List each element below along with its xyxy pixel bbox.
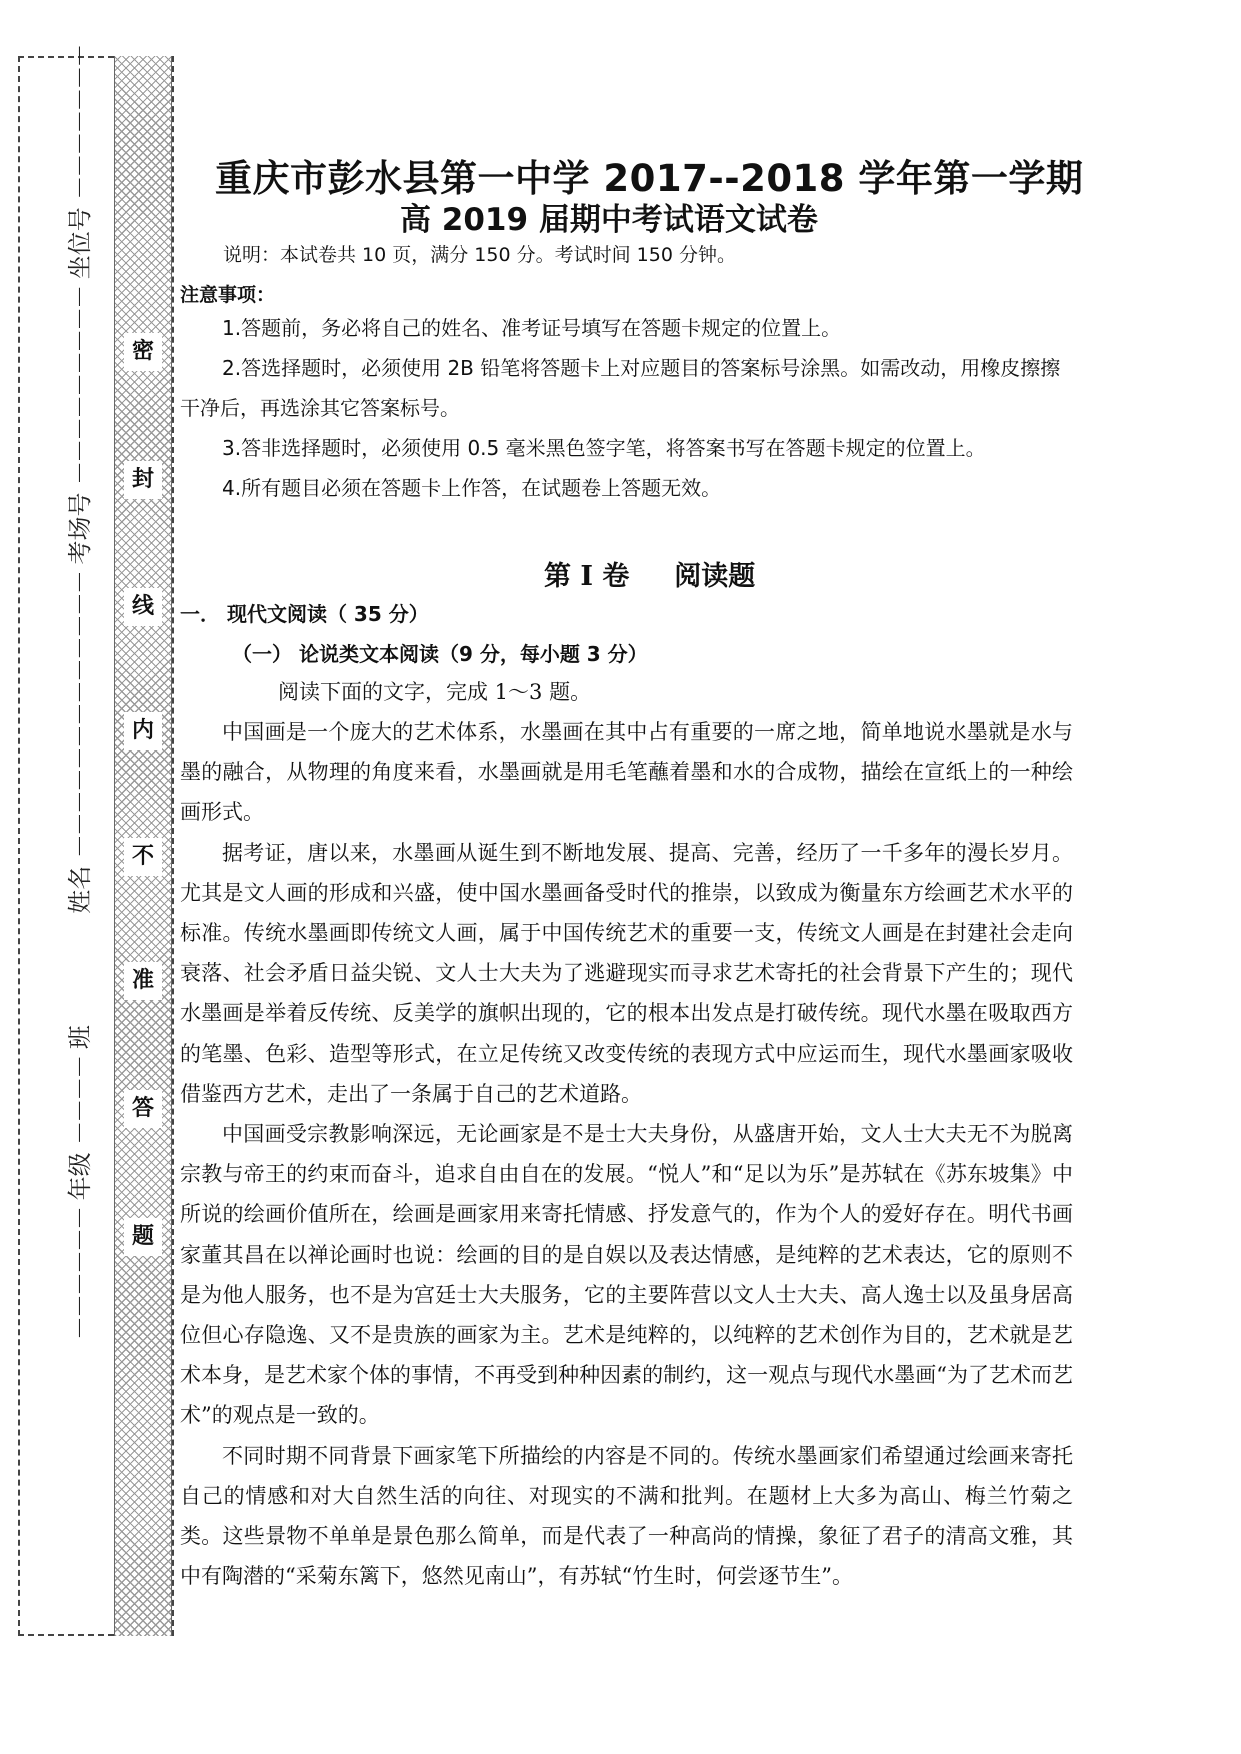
seal-char-ti: 题	[124, 1218, 162, 1256]
article-paragraph: 不同时期不同背景下画家笔下所描绘的内容是不同的。传统水墨画家们希望通过绘画来寄托自己的情感和对大自然生活的向往、对现实的不满和批判。在题材上大多为高山、梅兰竹菊之类。这些景物不单单是景色那么简单，而是代表了一种高尚的情操，象征了君子的清高文雅，其中有陶潜的“采菊东篱下，悠然见南山”，有苏轼“竹生时，何尝逐节生”。	[180, 1443, 1073, 1589]
section-title	[544, 554, 755, 593]
exam-room-label: 考场号	[66, 492, 94, 565]
exam-description: 说明：本试卷共 10 页，满分 150 分。考试时间 150 分钟。	[223, 244, 736, 266]
reading-article	[180, 712, 1073, 1596]
notice-list	[180, 308, 1080, 508]
article-paragraph: 中国画受宗教影响深远，无论画家是不是士大夫身份，从盛唐开始，文人士大夫无不为脱离宗教与帝王的约束而奋斗，追求自由自在的发展。“悦人”和“足以为乐”是苏轼在《苏东坡集》中所说的绘画价值所在，绘画是画家用来寄托情感、抒发意气的，作为个人的爱好存在。明代书画家董其昌在以禅论画时也说：绘画的目的是自娱以及表达情感，是纯粹的艺术表达，它的原则不是为他人服务，也不是为宫廷士大夫服务，它的主要阵营以文人士大夫、高人逸士以及虽身居高位但心存隐逸、又不是贵族的画家为主。艺术是纯粹的，以纯粹的艺术创作为目的，艺术就是艺术本身，是艺术家个体的事情，不再受到种种因素的制约，这一观点与现代水墨画“为了艺术而艺术”的观点是一致的。	[180, 1122, 1073, 1428]
exam-subtitle: 高 2019 届期中考试语文试卷	[400, 202, 818, 238]
seal-char-mi: 密	[124, 333, 162, 371]
volume-label: 第 I 卷	[544, 561, 630, 592]
notice-item: 4.所有题目必须在答题卡上作答，在试题卷上答题无效。	[222, 476, 722, 500]
class-label: 班	[66, 1025, 94, 1050]
seal-char-zhun: 准	[124, 962, 162, 1000]
notice-item: 2.答选择题时，必须使用 2B 铅笔将答题卡上对应题目的答案标号涂黑。如需改动，用橡皮擦擦干净后，再选涂其它答案标号。	[180, 356, 1061, 420]
seal-char-da: 答	[124, 1090, 162, 1128]
article-paragraph: 据考证，唐以来，水墨画从诞生到不断地发展、提高、完善，经历了一千多年的漫长岁月。尤其是文人画的形成和兴盛，使中国水墨画备受时代的推崇，以致成为衡量东方绘画艺术水平的标准。传统水墨画即传统文人画，属于中国传统艺术的重要一支，传统文人画是在封建社会走向衰落、社会矛盾日益尖锐、文人士大夫为了逃避现实而寻求艺术寄托的社会背景下产生的；现代水墨画是举着反传统、反美学的旗帜出现的，它的根本出发点是打破传统。现代水墨在吸取西方的笔墨、色彩、造型等形式，在立足传统又改变传统的表现方式中应运而生，现代水墨画家吸收借鉴西方艺术，走出了一条属于自己的艺术道路。	[180, 840, 1073, 1106]
grade-label: 年级	[66, 1152, 94, 1201]
seal-char-feng: 封	[124, 461, 162, 499]
seal-char-nei: 内	[124, 712, 162, 750]
seal-char-xian: 线	[124, 588, 162, 626]
reading-instruction: 阅读下面的文字，完成 1～3 题。	[278, 680, 592, 704]
notice-heading: 注意事项：	[180, 284, 276, 306]
notice-item: 1.答题前，务必将自己的姓名、准考证号填写在答题卡规定的位置上。	[222, 316, 842, 340]
sub-heading: （一） 论说类文本阅读（9 分，每小题 3 分）	[232, 642, 648, 666]
name-label: 姓名	[66, 865, 94, 914]
article-paragraph: 中国画是一个庞大的艺术体系，水墨画在其中占有重要的一席之地，简单地说水墨就是水与墨的融合，从物理的角度来看，水墨画就是用毛笔蘸着墨和水的合成物，描绘在宣纸上的一种绘画形式。	[180, 720, 1073, 825]
seat-label: 坐位号	[66, 207, 94, 280]
part-heading: 一． 现代文阅读（ 35 分）	[180, 602, 429, 626]
notice-item: 3.答非选择题时，必须使用 0.5 毫米黑色签字笔，将答案书写在答题卡规定的位置上。	[222, 436, 986, 460]
seal-char-bu: 不	[124, 838, 162, 876]
exam-title: 重庆市彭水县第一中学 2017--2018 学年第一学期	[215, 157, 1084, 200]
section-name: 阅读题	[674, 561, 756, 592]
